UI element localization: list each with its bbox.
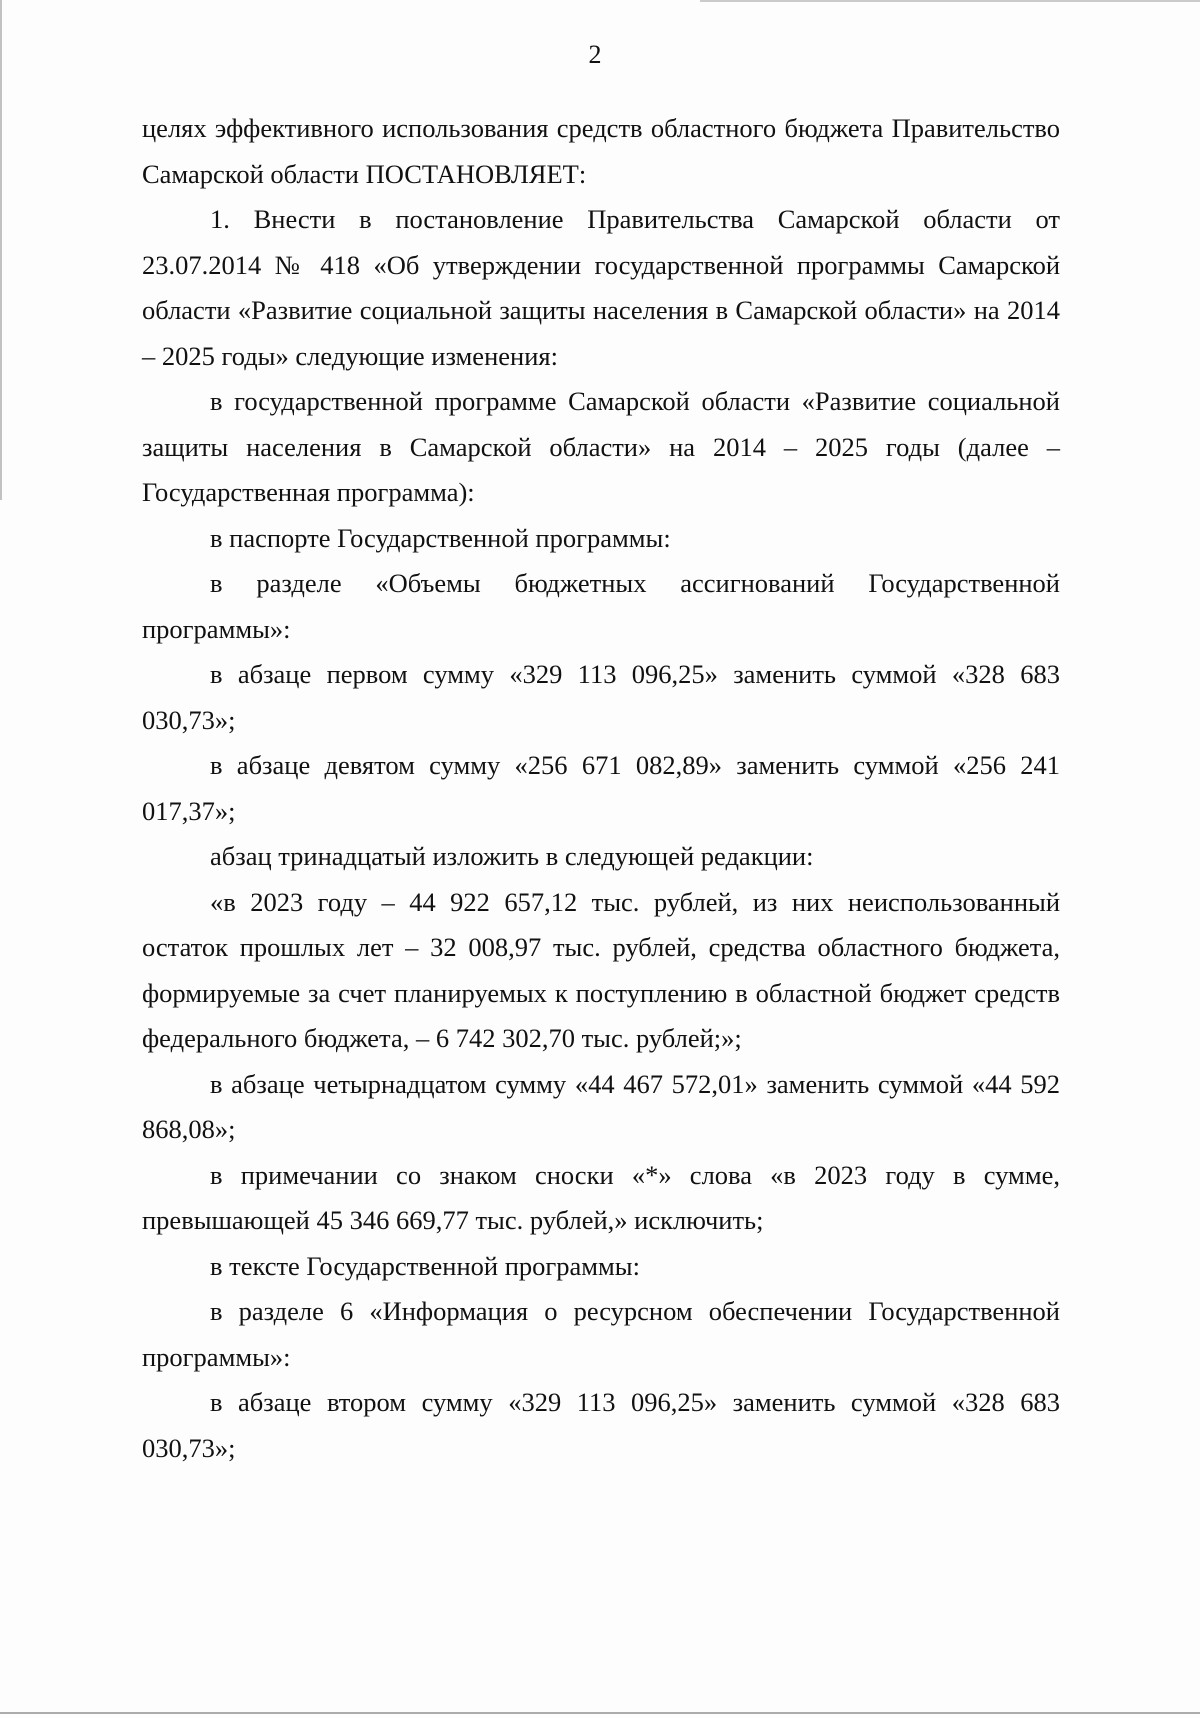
paragraph: целях эффективного использования средств областного бюджета Правительство Самарской области ПОСТАНОВЛЯЕТ: (142, 113, 1060, 189)
paragraph: в абзаце втором сумму «329 113 096,25» заменить суммой «328 683 030,73»; (142, 1387, 1060, 1463)
paragraph: в абзаце девятом сумму «256 671 082,89» заменить суммой «256 241 017,37»; (142, 750, 1060, 826)
document-body (142, 106, 1060, 1471)
paragraph: «в 2023 году – 44 922 657,12 тыс. рублей, из них неиспользованный остаток прошлых лет – 32 008,97 тыс. рублей, средства областного бюджета, формируемые за счет планируемых к поступлению в областной бюджет средств федерального бюджета, – 6 742 302,70 тыс. рублей;»; (142, 886, 1060, 1053)
scan-edge-bottom (0, 1712, 1200, 1714)
paragraph: в разделе «Объемы бюджетных ассигнований Государственной программы»: (142, 568, 1060, 644)
scan-edge-left (0, 0, 2, 500)
paragraph: в абзаце четырнадцатом сумму «44 467 572,01» заменить суммой «44 592 868,08»; (142, 1068, 1060, 1144)
paragraph: в государственной программе Самарской области «Развитие социальной защиты населения в Самарской области» на 2014 – 2025 годы (далее – Государственная программа): (142, 386, 1060, 507)
page-number: 2 (588, 40, 602, 69)
scan-edge-top (700, 0, 1200, 2)
paragraph: 1. Внести в постановление Правительства Самарской области от 23.07.2014 № 418 «Об утверждении государственной программы Самарской области «Развитие социальной защиты населения в Самарской области» на 2014 – 2025 годы» следующие изменения: (142, 204, 1060, 371)
paragraph: в паспорте Государственной программы: (210, 522, 671, 553)
paragraph: абзац тринадцатый изложить в следующей редакции: (210, 841, 814, 871)
paragraph: в разделе 6 «Информация о ресурсном обеспечении Государственной программы»: (142, 1296, 1060, 1372)
paragraph: в примечании со знаком сноски «*» слова «в 2023 году в сумме, превышающей 45 346 669,77 тыс. рублей,» исключить; (142, 1159, 1060, 1235)
paragraph: в абзаце первом сумму «329 113 096,25» заменить суммой «328 683 030,73»; (142, 659, 1060, 735)
paragraph: в тексте Государственной программы: (210, 1250, 640, 1281)
